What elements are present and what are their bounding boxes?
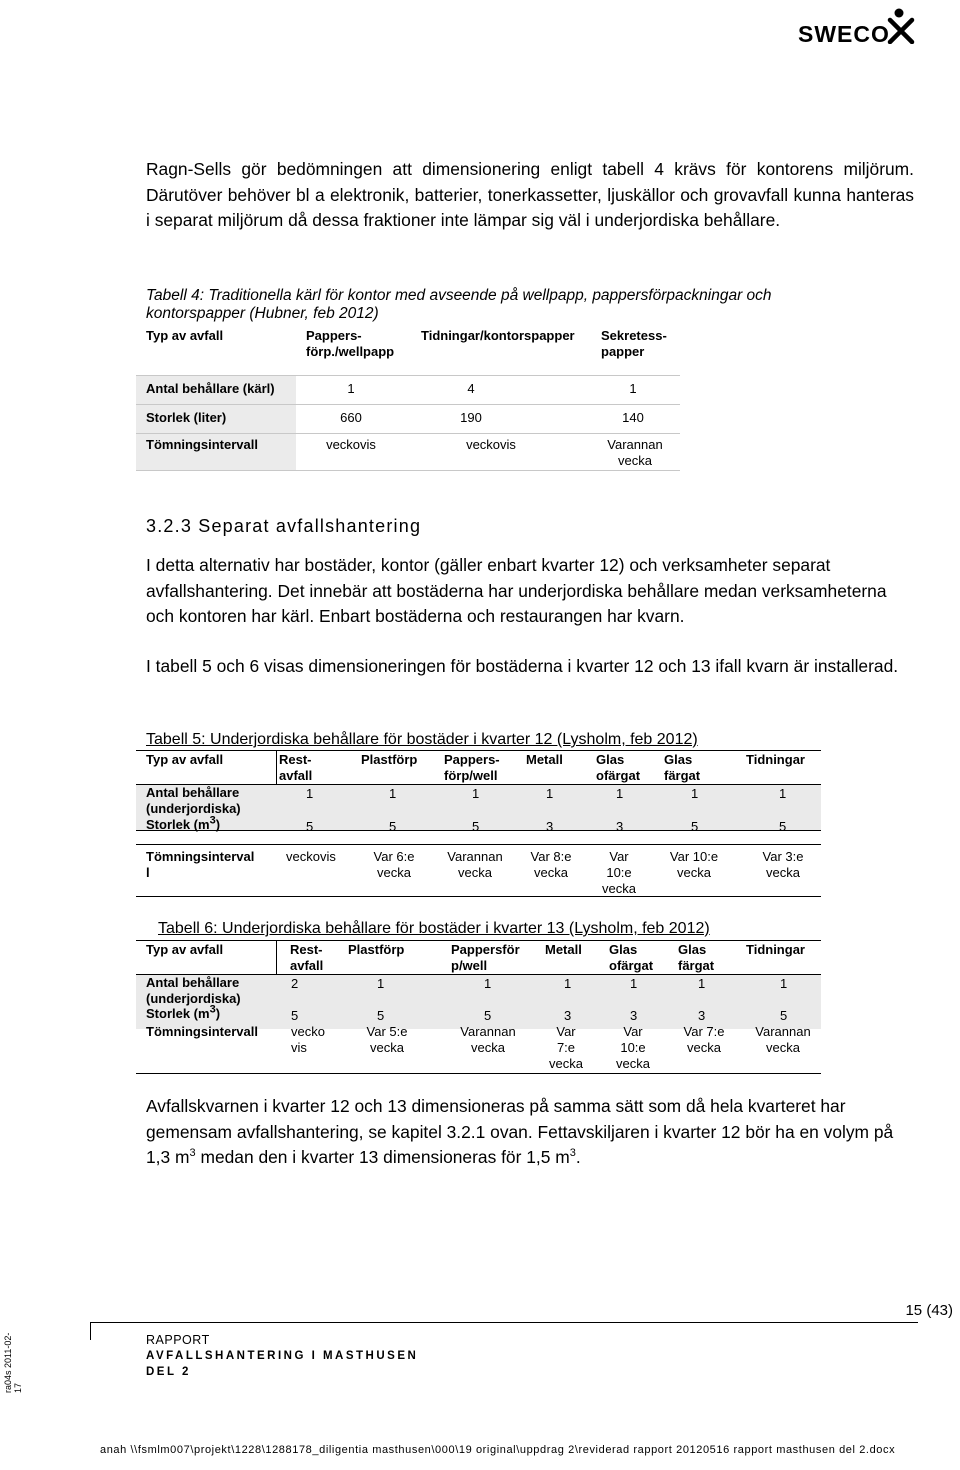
table6-cell: vecka (471, 1040, 505, 1055)
table5-cell: veckovis (286, 849, 336, 864)
table5-cell: vecka (766, 865, 800, 880)
table4-cell: 660 (340, 410, 362, 425)
table4-row-label: Antal behållare (kärl) (146, 381, 275, 396)
table6-header: Pappersför (451, 942, 520, 957)
table6-cell: 5 (291, 1008, 299, 1023)
table4-row-label: Storlek (liter) (146, 410, 227, 425)
footer-report-label: RAPPORT (146, 1333, 210, 1347)
table5-cell: 3 (616, 819, 624, 834)
table5-header-type: Typ av avfall (146, 752, 224, 767)
table5-cell: 5 (691, 819, 699, 834)
table6-cell: vecka (766, 1040, 800, 1055)
table4-row-tomning (136, 433, 680, 471)
section-paragraph-2: I tabell 5 och 6 visas dimensioneringen för bostäderna i kvarter 12 och 13 ifall kvarn är installerad. (146, 656, 899, 676)
table5-header: Glas (664, 752, 693, 767)
table6-cell: Var (556, 1024, 576, 1039)
table6-header: Tidningar (746, 942, 805, 957)
table6-cell: 1 (484, 976, 492, 991)
table6-header: Rest- (290, 942, 323, 957)
table5-cell: 1 (546, 786, 554, 801)
table5-header: avfall (279, 768, 313, 783)
table5-cell: vecka (677, 865, 711, 880)
logo-mark-icon (886, 8, 920, 44)
table5-row-label: Tömningsinterval (146, 849, 255, 864)
footer-divider-tick (90, 1322, 91, 1340)
table4-cell: 190 (460, 410, 482, 425)
sweco-logo (798, 8, 923, 48)
table5-cell: Var 3:e (762, 849, 804, 864)
table5-cell: vecka (377, 865, 411, 880)
table6-header: p/well (451, 958, 488, 973)
table6 (136, 940, 821, 1075)
table4-header-pappers: Pappers- (306, 328, 362, 343)
table6-row-label: Tömningsintervall (146, 1024, 258, 1039)
table6-header: färgat (678, 958, 715, 973)
table6-row-label: Antal behållare (146, 975, 240, 990)
table4-cell: veckovis (326, 437, 376, 452)
table5-cell: 1 (691, 786, 699, 801)
table6-cell: Varannan (755, 1024, 811, 1039)
section-heading: 3.2.3 Separat avfallshantering (146, 516, 422, 536)
table5-header: Tidningar (746, 752, 805, 767)
table6-header: avfall (290, 958, 324, 973)
table5-cell: vecka (458, 865, 492, 880)
table6-cell: 5 (377, 1008, 385, 1023)
table4-row-label: Tömningsintervall (146, 437, 258, 452)
table6-cell: 5 (484, 1008, 492, 1023)
table5-cell: 1 (616, 786, 624, 801)
table4-row-storlek (136, 404, 680, 434)
table4-header-type: Typ av avfall (146, 328, 224, 343)
table6-cell: vecka (616, 1056, 650, 1071)
table5-header: Rest- (279, 752, 312, 767)
table6-cell: 3 (564, 1008, 572, 1023)
table6-cell: 10:e (620, 1040, 646, 1055)
table6-cell: 1 (630, 976, 638, 991)
table6-header: Glas (609, 942, 638, 957)
table6-cell: 5 (780, 1008, 788, 1023)
table4-header-pappers-2: förp./wellpapp (306, 344, 395, 359)
table5-header: Metall (526, 752, 563, 767)
table6-cell: vecka (687, 1040, 721, 1055)
table4-cell: 140 (622, 410, 644, 425)
table6-cell: 7:e (556, 1040, 576, 1055)
table5-header: Plastförp (361, 752, 418, 767)
table6-cell: 3 (630, 1008, 638, 1023)
table5-cell: 3 (546, 819, 554, 834)
table5-cell: vecka (602, 881, 636, 896)
table5-cell: 1 (472, 786, 480, 801)
table5-cell: 5 (306, 819, 314, 834)
table6-cell: vecko (291, 1024, 325, 1039)
table5-header: förp/well (444, 768, 498, 783)
table6-cell: Varannan (460, 1024, 516, 1039)
table4-header-sekretess: Sekretess- (601, 328, 667, 343)
footer-part: DEL 2 (146, 1366, 191, 1378)
table6-cell: 2 (291, 976, 299, 991)
table6-header: ofärgat (609, 958, 654, 973)
logo-text: SWECO (798, 21, 890, 47)
table6-cell: vecka (370, 1040, 404, 1055)
table5-cell: Var 8:e (530, 849, 572, 864)
table6-cell: 1 (698, 976, 706, 991)
table5-cell: 10:e (606, 865, 632, 880)
table5-row-label: Storlek $(m^3)$ (146, 814, 221, 832)
table6-row-label: (underjordiska) (146, 991, 241, 1006)
table6-row-label: Storlek $(m^3)$ (146, 1003, 221, 1021)
intro-paragraph: Ragn-Sells gör bedömningen att dimensionering enligt tabell 4 krävs för kontorens miljörum. Därutöver behöver bl a elektronik, batterier, tonerkassetter, ljuskällor och grovavfall kunna hanteras i separat miljörum då dessa fraktioner inte lämpar sig väl i underjordiska behållare. (146, 159, 914, 230)
table6-cell: 1 (377, 976, 385, 991)
table6-caption: Tabell 6: Underjordiska behållare för bostäder i kvarter 13 (Lysholm, feb 2012) (158, 920, 710, 937)
table5-row-label: (underjordiska) (146, 801, 241, 816)
table5-cell: 5 (389, 819, 397, 834)
table6-cell: 1 (780, 976, 788, 991)
table5-cell: 1 (306, 786, 314, 801)
table5-cell: Var 6:e (373, 849, 415, 864)
table6-header-type: Typ av avfall (146, 942, 224, 957)
table5 (136, 750, 821, 900)
table4-row-antal (136, 375, 680, 405)
table6-cell: 1 (564, 976, 572, 991)
table4-cell: veckovis (466, 437, 516, 452)
table5-cell: Var (609, 849, 629, 864)
table4-cell: 1 (347, 381, 355, 396)
table5-cell: 5 (472, 819, 480, 834)
side-version-tag: ra04s 2011-02-17 (3, 1332, 23, 1393)
table5-cell: Var 10:e (669, 849, 719, 864)
table6-cell: Var (623, 1024, 643, 1039)
table4-cell: 1 (629, 381, 637, 396)
table4-cell: vecka (618, 453, 652, 468)
table5-caption: Tabell 5: Underjordiska behållare för bostäder i kvarter 12 (Lysholm, feb 2012) (146, 731, 698, 748)
table5-cell: vecka (534, 865, 568, 880)
table5-header: färgat (664, 768, 701, 783)
page-number: 15 (43) (905, 1302, 953, 1319)
table5-header: ofärgat (596, 768, 641, 783)
table6-header: Glas (678, 942, 707, 957)
table5-cell: 1 (389, 786, 397, 801)
table6-cell: Var 7:e (683, 1024, 725, 1039)
footer-doc-title: AVFALLSHANTERING I MASTHUSEN (146, 1350, 419, 1362)
table6-cell: vecka (549, 1056, 583, 1071)
table4-cell: Varannan (607, 437, 663, 452)
table6-header: Metall (545, 942, 582, 957)
table5-row-label: Antal behållare (146, 785, 240, 800)
section-paragraph-1: I detta alternativ har bostäder, kontor (gäller enbart kvarter 12) och verksamheter separat avfallshantering. Det innebär att bostäderna har underjordiska behållare medan verksamheterna och kontoren har kärl. Enbart bostäderna och restaurangen har kvarn. (146, 555, 887, 626)
table4-header-sekretess-2: papper (601, 344, 645, 359)
table5-cell: Varannan (447, 849, 503, 864)
table4-header-tidningar: Tidningar/kontorspapper (421, 328, 575, 343)
table4-cell: 4 (467, 381, 475, 396)
table5-row-label: l (146, 865, 150, 880)
table5-cell: 5 (779, 819, 787, 834)
closing-paragraph: Avfallskvarnen i kvarter 12 och 13 dimensioneras på samma sätt som då hela kvarteret har gemensam avfallshantering, se kapitel 3.2.1 ovan. Fettavskiljaren i kvarter 12 bör ha en volym på 1,3 $m^3$ medan den i kvarter 13 dimensioneras för 1,5 $m^3$. (146, 1096, 894, 1167)
table5-cell: 1 (779, 786, 787, 801)
table5-header: Glas (596, 752, 625, 767)
footer-divider (90, 1322, 918, 1323)
table4-header (136, 326, 680, 374)
table6-cell: vis (291, 1040, 307, 1055)
table6-header: Plastförp (348, 942, 405, 957)
table6-cell: 3 (698, 1008, 706, 1023)
footer-file-path: anah \\fsmlm007\projekt\1228\1288178_diligentia masthusen\000\19 original\uppdrag 2\reviderad rapport 20120516 rapport masthusen del 2.docx (100, 1444, 896, 1456)
table6-cell: Var 5:e (366, 1024, 408, 1039)
table4-caption: Tabell 4: Traditionella kärl för kontor med avseende på wellpapp, pappersförpackningar och kontorspapper (Hubner, feb 2012) (146, 287, 772, 322)
table5-header: Pappers- (444, 752, 500, 767)
